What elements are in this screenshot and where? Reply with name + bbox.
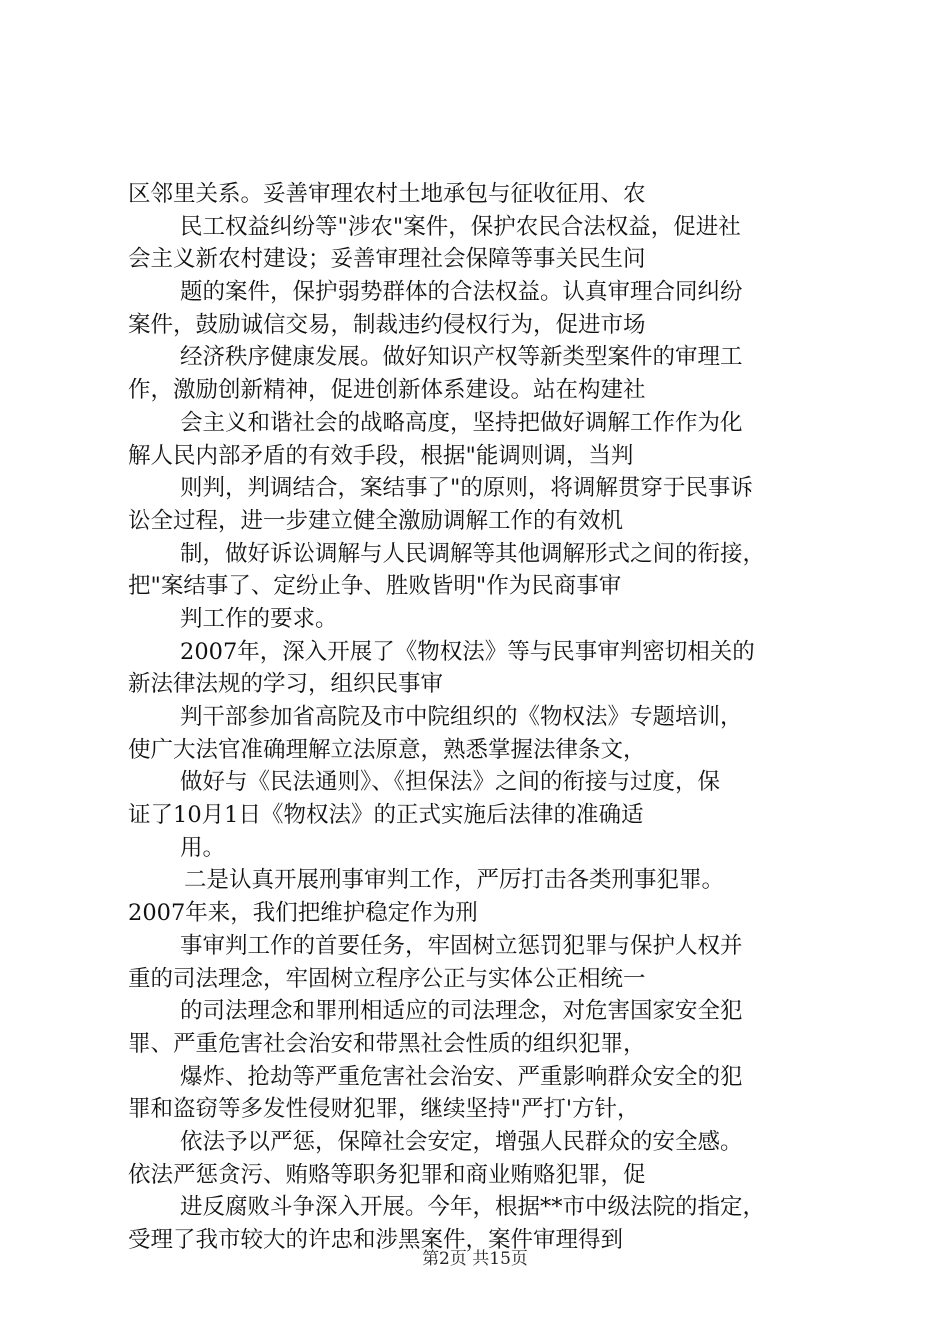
document-body — [128, 178, 848, 1257]
text-line: 讼全过程，进一步建立健全激励调解工作的有效机 — [128, 507, 624, 534]
text-line: 依法予以严惩，保障社会安定，增强人民群众的安全感。 — [180, 1128, 743, 1155]
text-line: 受理了我市较大的许忠和涉黑案件，案件审理得到 — [128, 1227, 624, 1253]
text-line: 证了10月1日《物权法》的正式实施后法律的准确适 — [128, 802, 644, 829]
text-line: 罪、严重危害社会治安和带黑社会性质的组织犯罪， — [128, 1030, 646, 1057]
text-line: 重的司法理念，牢固树立程序公正与实体公正相统一 — [128, 965, 646, 992]
text-line: 制，做好诉讼调解与人民调解等其他调解形式之间的衔接， — [180, 540, 766, 567]
text-line: 使广大法官准确理解立法原意，熟悉掌握法律条文， — [128, 736, 646, 763]
text-line: 依法严惩贪污、贿赂等职务犯罪和商业贿赂犯罪，促 — [128, 1161, 646, 1188]
text-line: 2007年，深入开展了《物权法》等与民事审判密切相关的 — [180, 638, 755, 665]
text-line: 则判，判调结合，案结事了"的原则，将调解贯穿于民事诉 — [180, 475, 753, 502]
text-line: 爆炸、抢劫等严重危害社会治安、严重影响群众安全的犯 — [180, 1063, 743, 1090]
text-line: 把"案结事了、定纷止争、胜败皆明"作为民商事审 — [128, 573, 622, 600]
text-line: 判工作的要求。 — [180, 605, 338, 632]
text-line: 新法律法规的学习，组织民事审 — [128, 671, 444, 698]
text-line: 二是认真开展刑事审判工作，严厉打击各类刑事犯罪。 — [184, 867, 725, 894]
text-line: 会主义和谐社会的战略高度，坚持把做好调解工作作为化 — [180, 409, 743, 436]
text-line: 解人民内部矛盾的有效手段，根据"能调则调，当判 — [128, 442, 634, 469]
text-line: 判干部参加省高院及市中院组织的《物权法》专题培训， — [180, 704, 743, 730]
text-line: 经济秩序健康发展。做好知识产权等新类型案件的审理工 — [180, 344, 743, 371]
text-line: 进反腐败斗争深入开展。今年，根据**市中级法院的指定， — [180, 1194, 766, 1221]
text-line: 作，激励创新精神，促进创新体系建设。站在构建社 — [128, 377, 646, 404]
text-line: 做好与《民法通则》、《担保法》之间的衔接与过度，保 — [180, 769, 721, 796]
text-line: 会主义新农村建设；妥善审理社会保障等事关民生问 — [128, 246, 646, 273]
text-line: 的司法理念和罪刑相适应的司法理念，对危害国家安全犯 — [180, 998, 743, 1025]
text-line: 事审判工作的首要任务，牢固树立惩罚犯罪与保护人权并 — [180, 932, 743, 959]
text-line: 区邻里关系。妥善审理农村土地承包与征收征用、农 — [128, 181, 646, 207]
text-line: 2007年来，我们把维护稳定作为刑 — [128, 900, 478, 927]
text-line: 案件，鼓励诚信交易，制裁违约侵权行为，促进市场 — [128, 311, 646, 338]
text-line: 罪和盗窃等多发性侵财犯罪，继续坚持"严打'方针， — [128, 1096, 640, 1123]
text-line: 用。 — [180, 834, 226, 861]
text-line: 题的案件，保护弱势群体的合法权益。认真审理合同纠纷 — [180, 279, 743, 306]
text-line: 民工权益纠纷等"涉农"案件，保护农民合法权益，促进社 — [180, 213, 741, 240]
page-footer: 第2页 共15页 — [422, 1249, 528, 1269]
